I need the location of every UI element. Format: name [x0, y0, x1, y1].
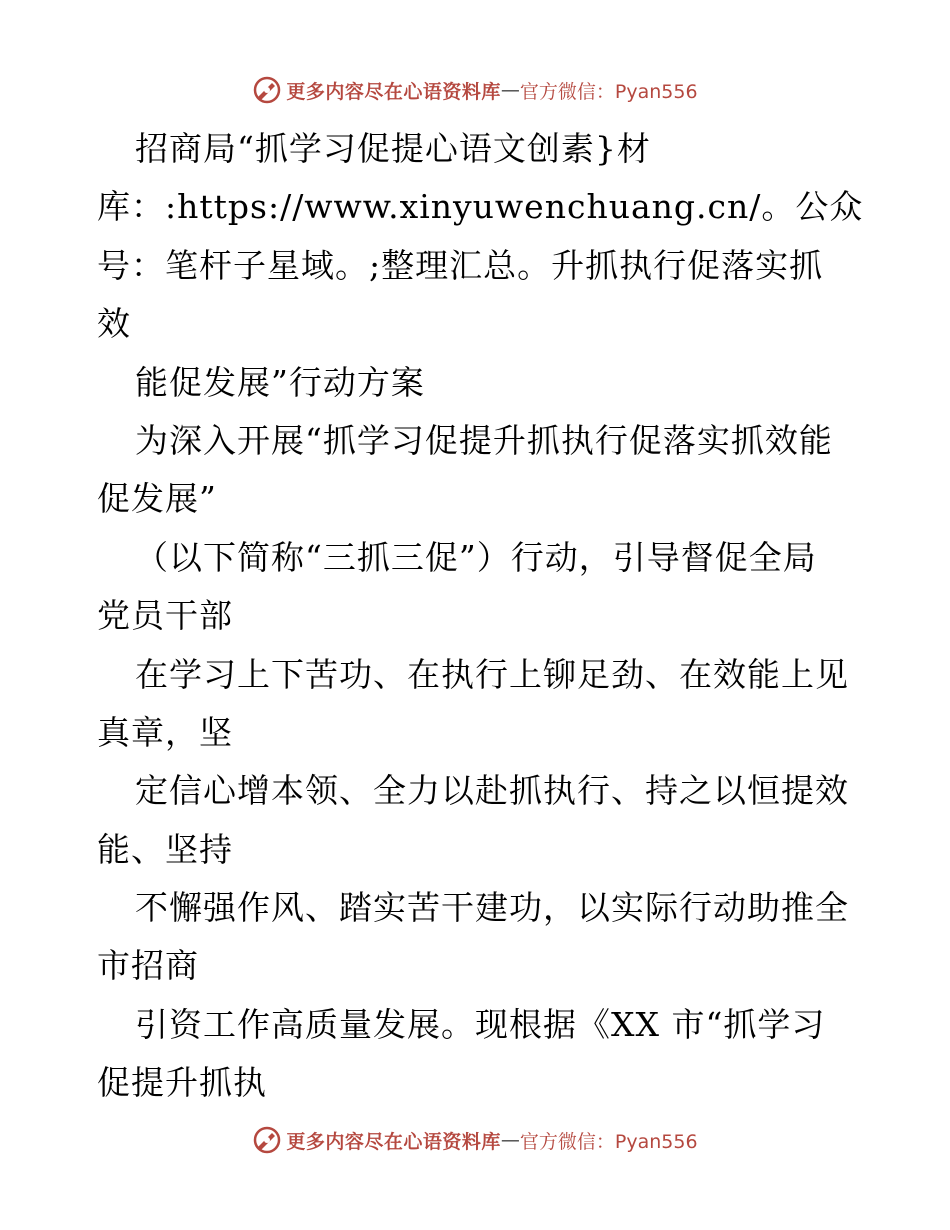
body-line: 真章，坚 [97, 712, 233, 752]
header-dash: — [500, 79, 520, 101]
pen-logo-icon [252, 75, 282, 105]
body-line: 能、坚持 [97, 829, 233, 869]
body-line: 为深入开展“抓学习促提升抓执行促落实抓效能 [135, 420, 833, 460]
body-line: 效 [97, 304, 131, 344]
body-line: 在学习上下苦功、在执行上铆足劲、在效能上见 [135, 654, 849, 694]
body-line: 定信心增本领、全力以赴抓执行、持之以恒提效 [135, 771, 849, 811]
pen-logo-icon [252, 1125, 282, 1155]
body-line: 不懈强作风、踏实苦干建功，以实际行动助推全 [135, 888, 849, 928]
body-line: 招商局“抓学习促提心语文创素}材 [135, 129, 651, 168]
footer-wechat-text: 官方微信：Pyan556 [519, 1130, 698, 1153]
header-banner [0, 70, 950, 110]
body-line: 库：:https://www.xinyuwenchuang.cn/。公众 [97, 187, 864, 227]
body-line: 市招商 [97, 946, 199, 986]
document-body [97, 120, 864, 1113]
footer-brand-text: 更多内容尽在心语资料库 [286, 1130, 501, 1153]
footer-dash: — [500, 1129, 520, 1151]
body-line: 引资工作高质量发展。现根据《XX 市“抓学习 [135, 1004, 826, 1044]
header-brand-text: 更多内容尽在心语资料库 [286, 80, 501, 103]
footer-banner [0, 1120, 950, 1160]
body-line: 促提升抓执 [97, 1063, 267, 1103]
body-line: 党员干部 [97, 596, 233, 636]
header-wechat-text: 官方微信：Pyan556 [519, 80, 698, 103]
body-line: 促发展” [97, 479, 217, 519]
body-line: 能促发展”行动方案 [135, 362, 425, 402]
body-line: 号：笔杆子星域。;整理汇总。升抓执行促落实抓 [97, 245, 824, 285]
body-line: （以下简称“三抓三促”）行动，引导督促全局 [135, 537, 817, 577]
